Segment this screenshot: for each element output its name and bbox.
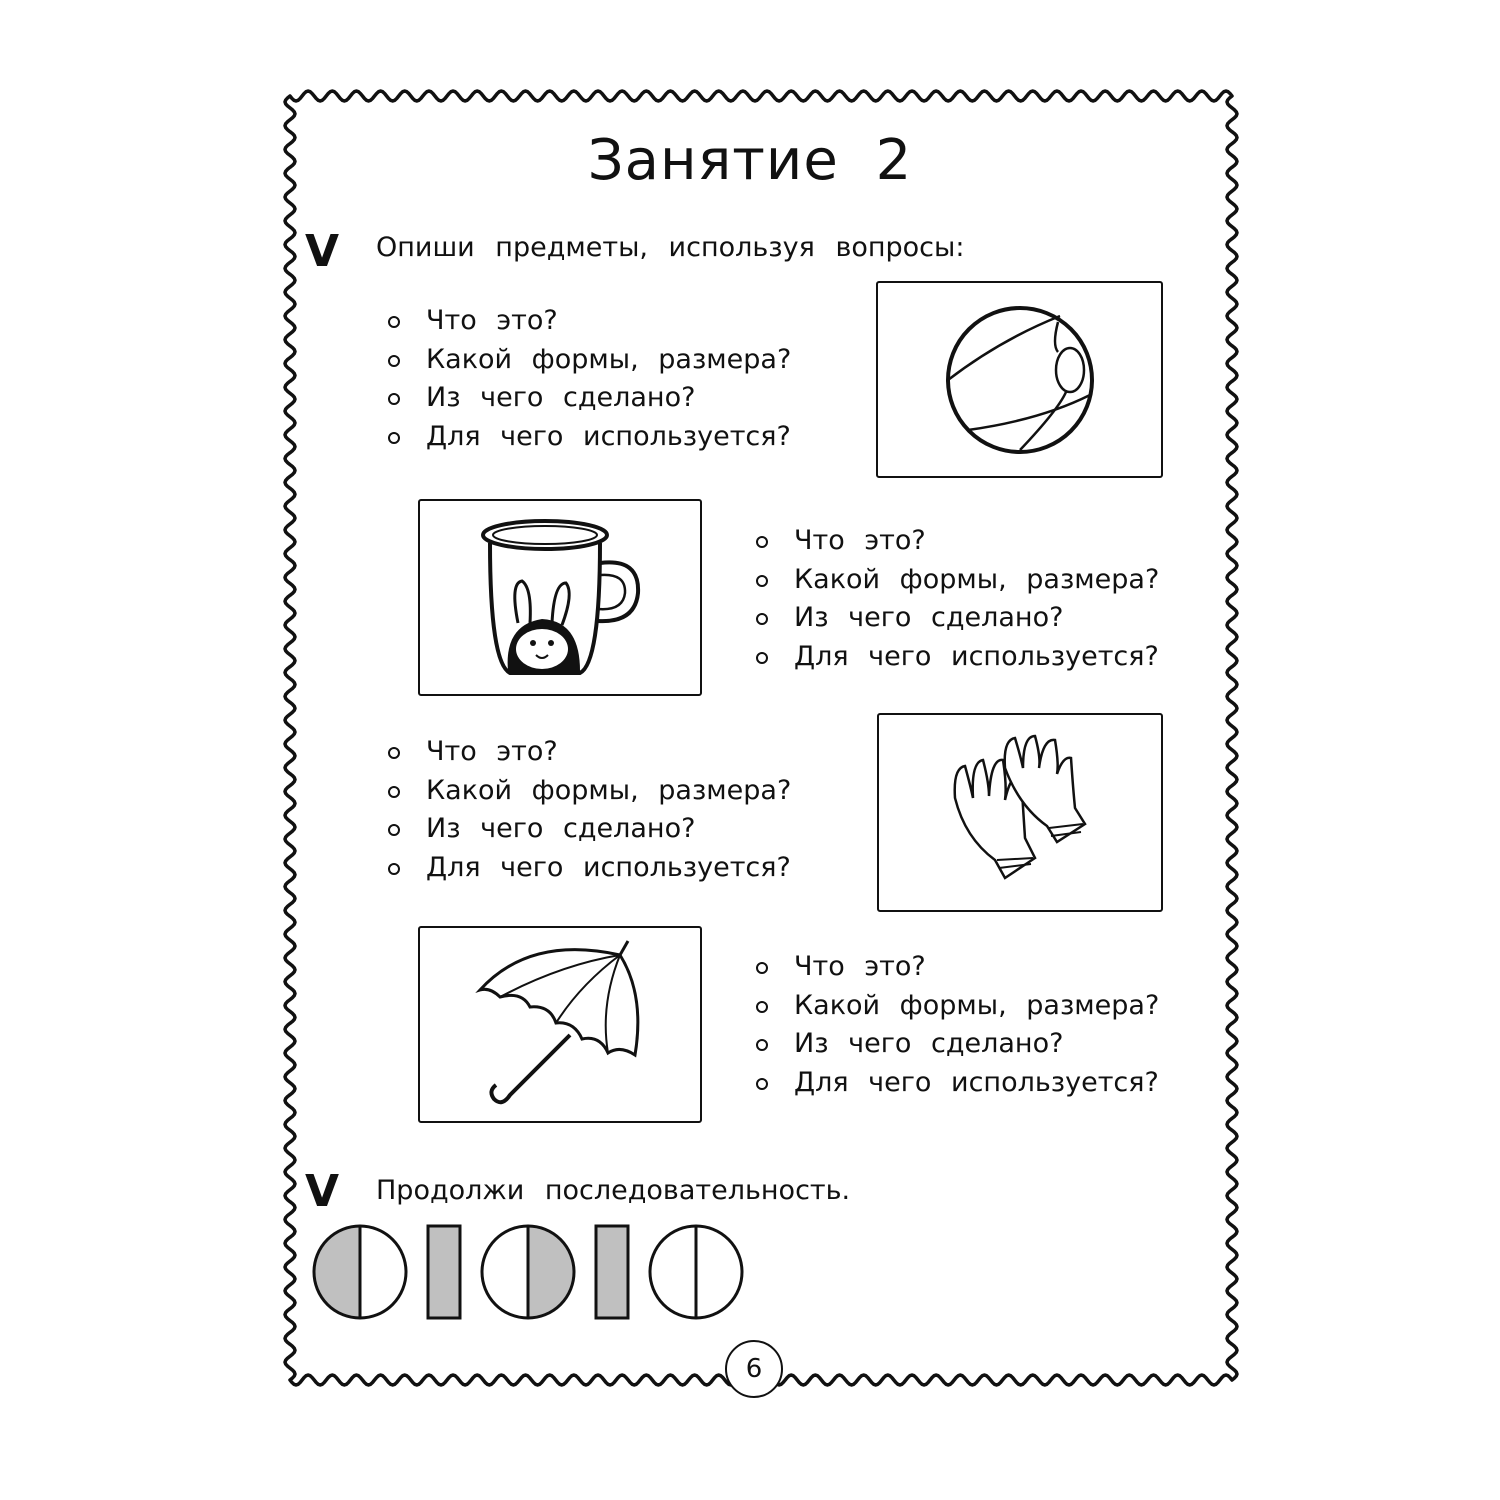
question-what: Что это? — [756, 948, 1159, 987]
sequence-circle-right-shaded — [482, 1226, 574, 1318]
question-what: Что это? — [756, 522, 1159, 561]
question-list-ball — [388, 302, 791, 456]
shape-sequence — [300, 1222, 760, 1322]
question-material: Из чего сделано? — [388, 379, 791, 418]
question-purpose: Для чего используется? — [756, 638, 1159, 677]
gloves-picture-frame — [877, 713, 1163, 912]
question-purpose: Для чего используется? — [388, 418, 791, 457]
sequence-circle-unshaded — [650, 1226, 742, 1318]
ball-icon — [940, 300, 1100, 460]
question-list-mug — [756, 522, 1159, 676]
check-mark-icon: V — [305, 1166, 340, 1217]
umbrella-picture-frame — [418, 926, 702, 1123]
question-purpose: Для чего используется? — [756, 1064, 1159, 1103]
question-material: Из чего сделано? — [756, 1025, 1159, 1064]
check-mark-icon: V — [305, 226, 340, 277]
question-material: Из чего сделано? — [756, 599, 1159, 638]
mug-icon — [470, 513, 650, 683]
sequence-bar-shaded — [428, 1226, 460, 1318]
task2-instruction: Продолжи последовательность. — [376, 1175, 851, 1206]
question-shape: Какой формы, размера? — [388, 772, 791, 811]
task1-instruction: Опиши предметы, используя вопросы: — [376, 232, 965, 263]
gloves-icon — [935, 728, 1105, 898]
question-list-gloves — [388, 733, 791, 887]
question-what: Что это? — [388, 302, 791, 341]
question-what: Что это? — [388, 733, 791, 772]
sequence-bar-shaded — [596, 1226, 628, 1318]
question-shape: Какой формы, размера? — [756, 987, 1159, 1026]
question-material: Из чего сделано? — [388, 810, 791, 849]
ball-picture-frame — [876, 281, 1163, 478]
question-list-umbrella — [756, 948, 1159, 1102]
page-number: 6 — [725, 1340, 783, 1398]
mug-picture-frame — [418, 499, 702, 696]
question-purpose: Для чего используется? — [388, 849, 791, 888]
umbrella-icon — [470, 935, 650, 1115]
sequence-circle-left-shaded — [314, 1226, 406, 1318]
page-title: Занятие 2 — [587, 128, 913, 193]
question-shape: Какой формы, размера? — [756, 561, 1159, 600]
question-shape: Какой формы, размера? — [388, 341, 791, 380]
